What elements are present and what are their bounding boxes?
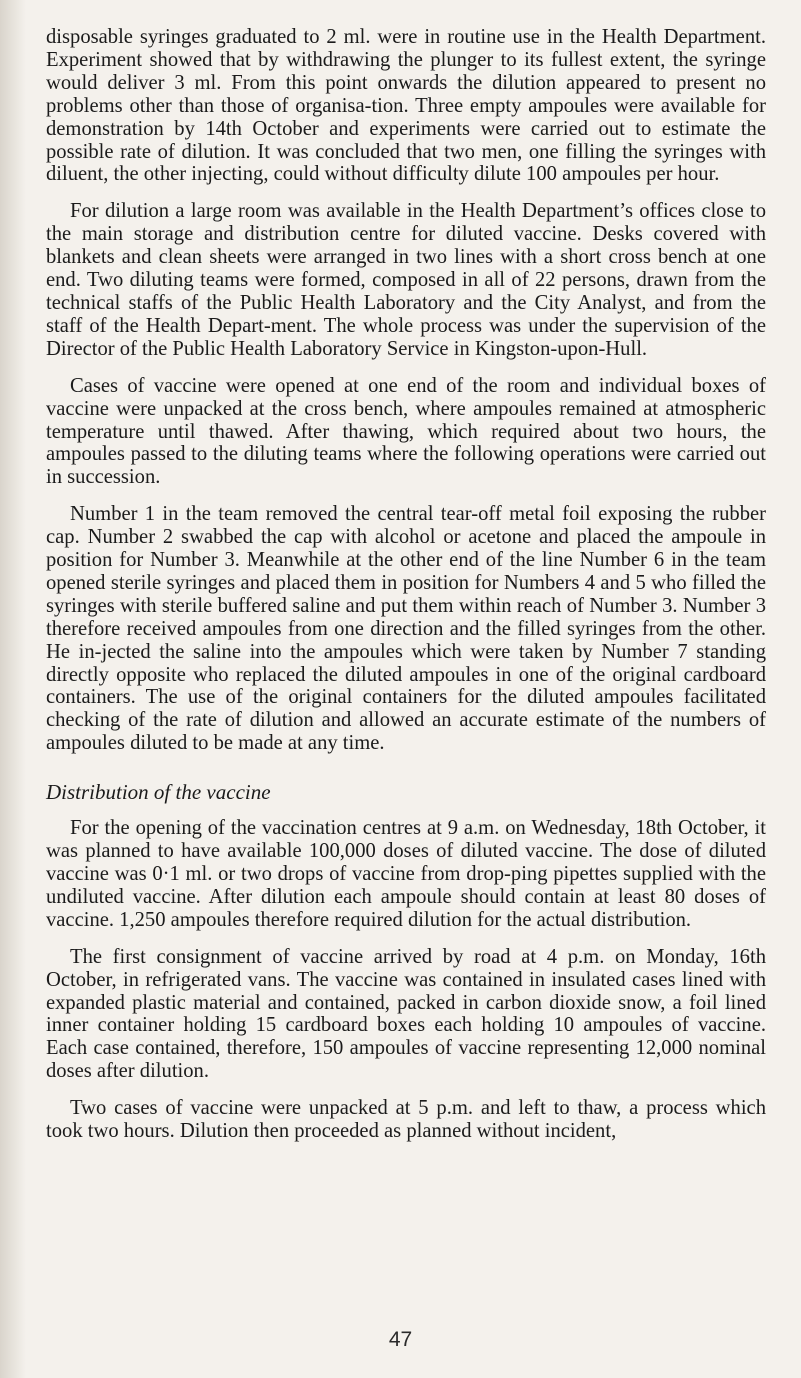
section-heading: Distribution of the vaccine — [46, 780, 271, 805]
paragraph-5: For the opening of the vaccination centres at 9 a.m. on Wednesday, 18th October, it was planned to have available 100,000 doses of diluted vaccine. The dose of diluted vaccine was 0·1 ml. or two drops of vaccine from drop-ping pipettes supplied with the undiluted vaccine. After dilution each ampoule should contain at least 80 doses of vaccine. 1,250 ampoules therefore required dilution for the actual distribution. — [46, 817, 766, 931]
paragraph-4: Number 1 in the team removed the central tear-off metal foil exposing the rubber cap. Number 2 swabbed the cap with alcohol or acetone and placed the ampoule in position for Number 3. Meanwhile at the other end of the line Number 6 in the team opened sterile syringes and placed them in position for Numbers 4 and 5 who filled the syringes with sterile buffered saline and put them within reach of Number 3. Number 3 therefore received ampoules from one direction and the filled syringes from the other. He in-jected the saline into the ampoules which were taken by Number 7 standing directly opposite who replaced the diluted ampoules in one of the original cardboard containers. The use of the original containers for the diluted ampoules facilitated checking of the rate of dilution and allowed an accurate estimate of the numbers of ampoules diluted to be made at any time. — [46, 503, 766, 755]
paragraph-1: disposable syringes graduated to 2 ml. were in routine use in the Health Department. Experiment showed that by withdrawing the plunger to its fullest extent, the syringe would deliver 3 ml. From this point onwards the dilution appeared to present no problems other than those of organisa-tion. Three empty ampoules were available for demonstration by 14th October and experiments were carried out to estimate the possible rate of dilution. It was concluded that two men, one filling the syringes with diluent, the other injecting, could without difficulty dilute 100 ampoules per hour. — [46, 26, 766, 186]
paragraph-2: For dilution a large room was available in the Health Department’s offices close to the main storage and distribution centre for diluted vaccine. Desks covered with blankets and clean sheets were arranged in two lines with a short cross bench at one end. Two diluting teams were formed, composed in all of 22 persons, drawn from the technical staffs of the Public Health Laboratory and the City Analyst, and from the staff of the Health Depart-ment. The whole process was under the supervision of the Director of the Public Health Laboratory Service in Kingston-upon-Hull. — [46, 200, 766, 360]
page-number: 47 — [388, 1328, 413, 1351]
paragraph-3: Cases of vaccine were opened at one end of the room and individual boxes of vaccine were unpacked at the cross bench, where ampoules remained at atmospheric temperature until thawed. After thawing, which required about two hours, the ampoules passed to the diluting teams where the following operations were carried out in succession. — [46, 374, 766, 489]
paragraph-7: Two cases of vaccine were unpacked at 5 p.m. and left to thaw, a process which took two hours. Dilution then proceeded as planned without incident, — [46, 1097, 766, 1143]
page-shadow-edge — [0, 0, 26, 1378]
document-page — [46, 26, 766, 1143]
paragraph-6: The first consignment of vaccine arrived by road at 4 p.m. on Monday, 16th October, in refrigerated vans. The vaccine was contained in insulated cases lined with expanded plastic material and contained, packed in carbon dioxide snow, a foil lined inner container holding 15 cardboard boxes each holding 10 ampoules of vaccine. Each case contained, therefore, 150 ampoules of vaccine representing 12,000 nominal doses after dilution. — [46, 945, 766, 1083]
